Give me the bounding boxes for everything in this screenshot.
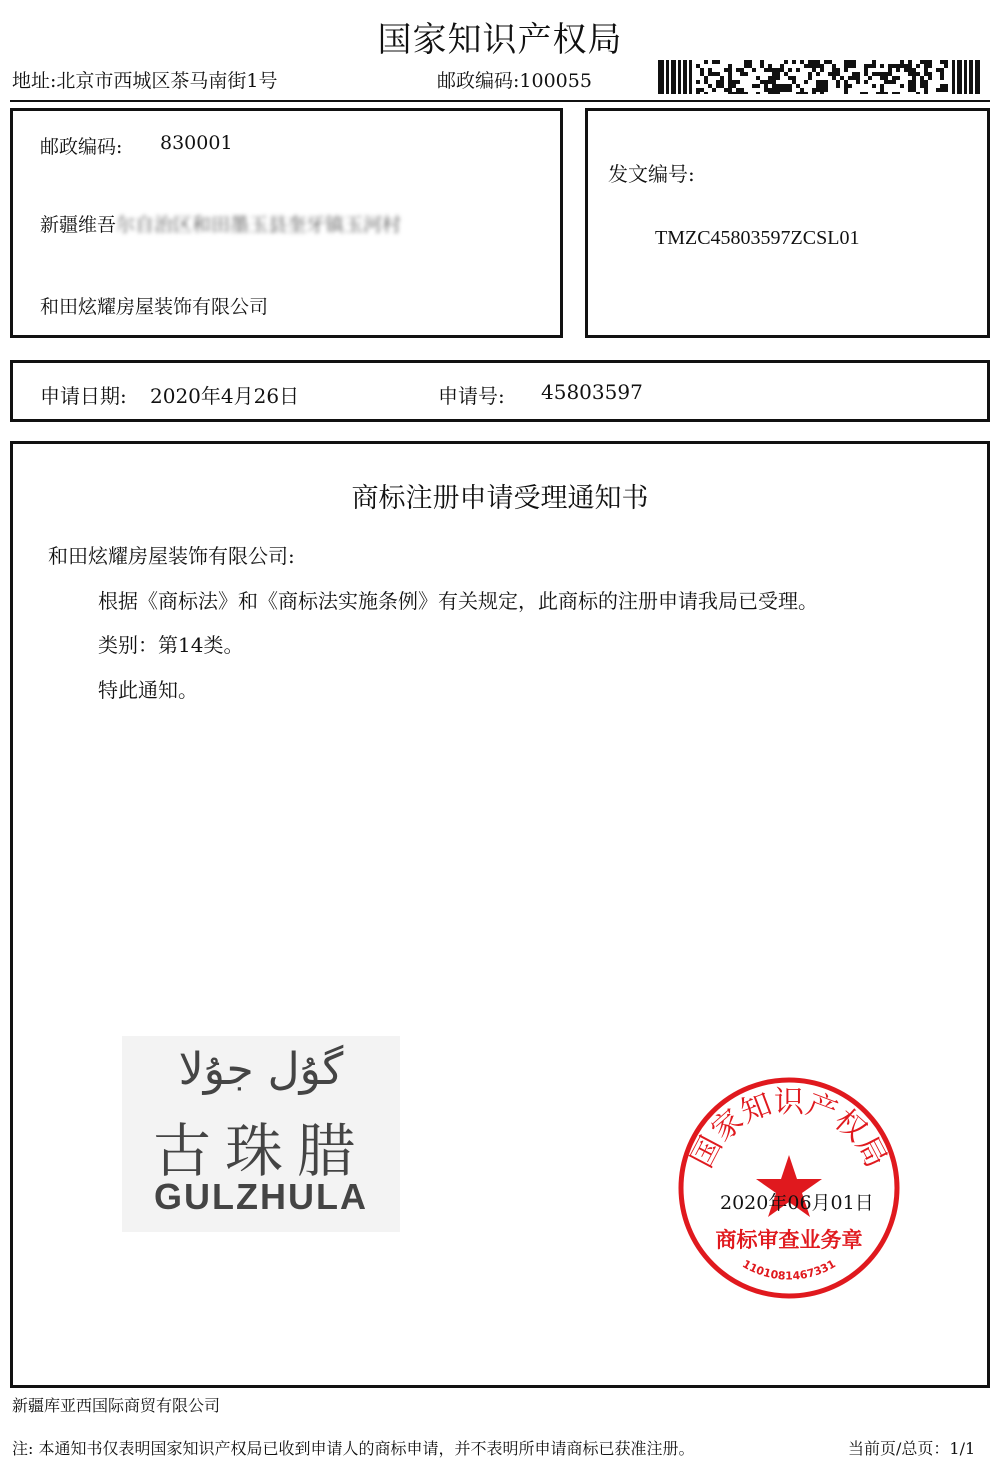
barcode-module [888,72,892,76]
barcode-module [704,60,708,64]
barcode-module [820,80,824,84]
barcode-module [728,92,732,94]
barcode-module [832,64,836,68]
barcode-module [756,92,760,94]
barcode-bar [969,60,973,94]
barcode-module [880,88,884,92]
barcode-module [832,76,836,80]
barcode-module [716,80,720,84]
barcode-module [892,64,896,68]
barcode-module [820,68,824,72]
barcode-module [736,80,740,84]
issue-date: 2020年06月01日 [720,1192,874,1214]
barcode-module [940,60,944,64]
barcode-module [700,68,704,72]
barcode-module [824,88,828,92]
barcode-module [744,92,748,94]
barcode-bar [957,60,962,94]
barcode-module [880,64,884,68]
barcode-module [772,80,776,84]
seal-bottom-text: 商标审查业务章 [715,1228,863,1252]
recipient-address [40,210,401,237]
barcode-module [864,68,868,72]
barcode-module [920,84,924,88]
barcode-module [760,60,764,64]
barcode-module [940,72,944,76]
barcode-module [788,68,792,72]
barcode-module [880,84,884,88]
barcode-bar [671,60,676,94]
barcode-module [820,64,824,68]
barcode-module [860,92,864,94]
barcode-module [768,68,772,72]
barcode-module [884,92,888,94]
barcode-module [944,88,948,92]
barcode-module [940,84,944,88]
barcode-module [832,68,836,72]
barcode-module [792,80,796,84]
barcode-module [880,76,884,80]
barcode-module [716,60,720,64]
barcode-module [928,72,932,76]
barcode-module [696,92,700,94]
barcode-module [768,64,772,68]
barcode-module [720,76,724,80]
barcode-module [876,72,880,76]
barcode-module [756,84,760,88]
trademark-logo [122,1036,400,1232]
barcode-module [864,64,868,68]
barcode-module [792,60,796,64]
barcode-module [700,72,704,76]
barcode-module [704,80,708,84]
barcode-module [916,64,920,68]
barcode-module [908,84,912,88]
barcode-module [888,68,892,72]
barcode-module [728,64,732,68]
barcode-module [848,84,852,88]
barcode [658,60,980,94]
barcode-module [924,88,928,92]
barcode-module [772,76,776,80]
barcode-module [892,76,896,80]
barcode-module [752,84,756,88]
barcode-module [820,88,824,92]
barcode-module [808,60,812,64]
barcode-module [912,84,916,88]
barcode-module [768,88,772,92]
barcode-module [776,68,780,72]
barcode-module [944,84,948,88]
barcode-module [844,92,848,94]
barcode-module [824,84,828,88]
notice-addressee: 和田炫耀房屋装饰有限公司: [48,544,295,568]
barcode-module [800,60,804,64]
barcode-module [844,84,848,88]
barcode-module [864,92,868,94]
barcode-module [736,88,740,92]
barcode-bar [678,60,681,94]
barcode-module [712,72,716,76]
barcode-module [884,80,888,84]
barcode-module [712,60,716,64]
barcode-module [808,76,812,80]
barcode-module [852,72,856,76]
barcode-module [868,64,872,68]
header-divider [10,100,990,102]
barcode-module [800,92,804,94]
application-date-label: 申请日期: [40,384,127,408]
dispatch-label: 发文编号: [608,162,695,186]
barcode-module [828,60,832,64]
recipient-address-redacted: 尔自治区和田墨玉县奎牙镇玉河村 [116,214,402,236]
barcode-module [716,72,720,76]
dispatch-number: TMZC45803597ZCSL01 [655,227,860,249]
trademark-uyghur: گۇل جۇلا [178,1044,344,1095]
barcode-module [884,72,888,76]
barcode-module [844,60,848,64]
barcode-module [764,88,768,92]
barcode-module [840,76,844,80]
barcode-module [708,68,712,72]
barcode-module [940,68,944,72]
barcode-module [732,84,736,88]
barcode-module [808,72,812,76]
barcode-module [748,60,752,64]
barcode-module [924,64,928,68]
barcode-module [944,60,948,64]
barcode-module [912,88,916,92]
notice-title: 商标注册申请受理通知书 [351,483,649,514]
application-number-value: 45803597 [541,380,643,404]
barcode-module [780,68,784,72]
barcode-module [804,64,808,68]
recipient-postcode-value: 830001 [160,132,233,154]
barcode-module [784,60,788,64]
barcode-module [812,92,816,94]
barcode-module [784,88,788,92]
barcode-module [864,72,868,76]
barcode-module [736,68,740,72]
recipient-postcode-label: 邮政编码: [40,136,123,158]
footer-page: 当前页/总页：1/1 [848,1439,976,1458]
barcode-module [896,64,900,68]
barcode-module [740,68,744,72]
recipient-address-visible: 新疆维吾 [40,214,117,236]
barcode-module [924,84,928,88]
barcode-bar [658,60,664,94]
barcode-module [912,76,916,80]
barcode-module [916,72,920,76]
barcode-module [856,76,860,80]
barcode-module [824,80,828,84]
barcode-module [824,60,828,64]
barcode-module [908,64,912,68]
barcode-module [772,68,776,72]
barcode-module [844,68,848,72]
barcode-module [816,72,820,76]
barcode-module [908,60,912,64]
barcode-module [704,92,708,94]
barcode-module [728,84,732,88]
barcode-module [920,76,924,80]
barcode-module [848,60,852,64]
barcode-bar [952,60,955,94]
barcode-module [944,64,948,68]
barcode-module [816,84,820,88]
barcode-module [728,80,732,84]
office-title: 国家知识产权局 [377,20,623,60]
barcode-module [880,72,884,76]
barcode-module [724,88,728,92]
notice-line-3: 特此通知。 [98,678,198,702]
barcode-module [744,72,748,76]
barcode-module [836,72,840,76]
barcode-module [728,72,732,76]
barcode-module [776,92,780,94]
barcode-module [896,92,900,94]
application-date-value: 2020年4月26日 [150,384,300,408]
barcode-module [712,88,716,92]
barcode-module [728,68,732,72]
barcode-module [784,84,788,88]
barcode-module [752,68,756,72]
trademark-chinese: 古珠腊 [152,1117,369,1185]
barcode-module [696,80,700,84]
barcode-module [892,80,896,84]
office-address: 地址:北京市西城区茶马南街1号 [12,70,278,92]
barcode-bar [964,60,967,94]
barcode-module [816,80,820,84]
barcode-module [820,84,824,88]
barcode-module [876,92,880,94]
barcode-module [768,80,772,84]
barcode-module [792,76,796,80]
barcode-module [740,92,744,94]
barcode-module [872,60,876,64]
barcode-module [764,84,768,88]
barcode-module [848,64,852,68]
barcode-module [728,76,732,80]
barcode-module [852,60,856,64]
seal-top-text: 国家知识产权局 [684,1085,894,1174]
barcode-module [772,84,776,88]
trademark-latin: GULZHULA [154,1176,368,1217]
barcode-module [844,80,848,84]
barcode-module [912,68,916,72]
barcode-module [768,92,772,94]
barcode-module [816,64,820,68]
barcode-module [768,76,772,80]
barcode-module [808,64,812,68]
recipient-company: 和田炫耀房屋装饰有限公司 [40,296,269,318]
barcode-module [804,80,808,84]
barcode-module [708,84,712,88]
barcode-module [940,88,944,92]
barcode-module [836,80,840,84]
barcode-module [816,88,820,92]
barcode-module [720,80,724,84]
barcode-module [904,64,908,68]
barcode-bar [666,60,669,94]
barcode-module [756,76,760,80]
barcode-module [844,64,848,68]
barcode-module [872,72,876,76]
barcode-module [908,72,912,76]
barcode-module [908,88,912,92]
barcode-module [836,68,840,72]
barcode-module [928,64,932,68]
barcode-module [780,64,784,68]
barcode-module [900,64,904,68]
barcode-module [716,84,720,88]
barcode-module [820,92,824,94]
barcode-module [776,72,780,76]
barcode-module [740,88,744,92]
barcode-module [884,76,888,80]
barcode-module [812,64,816,68]
barcode-module [856,80,860,84]
barcode-module [880,92,884,94]
barcode-module [848,76,852,80]
barcode-module [908,80,912,84]
barcode-module [784,72,788,76]
barcode-module [760,80,764,84]
barcode-module [780,84,784,88]
barcode-module [924,60,928,64]
barcode-module [872,64,876,68]
barcode-module [924,68,928,72]
barcode-module [772,88,776,92]
barcode-bar [975,60,980,94]
barcode-module [924,80,928,84]
barcode-module [740,72,744,76]
barcode-module [868,76,872,80]
barcode-module [920,80,924,84]
notice-line-1: 根据《商标法》和《商标法实施条例》有关规定，此商标的注册申请我局已受理。 [98,589,818,613]
barcode-module [904,68,908,72]
barcode-module [844,88,848,92]
barcode-module [800,88,804,92]
barcode-module [888,80,892,84]
seal-code: 1101081467331 [740,1257,838,1283]
barcode-module [748,64,752,68]
barcode-module [788,84,792,88]
barcode-module [896,76,900,80]
barcode-module [796,68,800,72]
barcode-module [772,92,776,94]
barcode-module [764,68,768,72]
barcode-module [920,60,924,64]
barcode-module [888,64,892,68]
barcode-module [720,84,724,88]
application-number-label: 申请号: [438,384,505,408]
barcode-module [696,64,700,68]
barcode-module [908,68,912,72]
barcode-module [836,84,840,88]
barcode-module [812,88,816,92]
barcode-module [760,64,764,68]
barcode-module [780,88,784,92]
barcode-module [788,76,792,80]
barcode-bar [683,60,687,94]
barcode-module [776,76,780,80]
barcode-module [776,88,780,92]
barcode-module [852,76,856,80]
barcode-module [928,76,932,80]
barcode-module [696,88,700,92]
dispatch-box [585,108,990,338]
barcode-module [732,80,736,84]
barcode-module [708,72,712,76]
office-postcode: 邮政编码:100055 [437,70,592,92]
barcode-module [896,68,900,72]
barcode-module [728,88,732,92]
barcode-module [832,72,836,76]
barcode-module [772,72,776,76]
barcode-module [736,92,740,94]
barcode-module [744,60,748,64]
barcode-module [872,84,876,88]
barcode-module [940,76,944,80]
barcode-module [816,60,820,64]
barcode-module [936,88,940,92]
barcode-module [704,76,708,80]
barcode-module [828,72,832,76]
barcode-module [900,60,904,64]
barcode-module [776,84,780,88]
barcode-module [788,88,792,92]
barcode-module [892,92,896,94]
barcode-module [724,68,728,72]
notice-line-2: 类别：第14类。 [98,633,244,657]
barcode-module [732,92,736,94]
barcode-module [924,92,928,94]
barcode-module [924,72,928,76]
barcode-module [796,92,800,94]
barcode-module [764,80,768,84]
barcode-module [864,80,868,84]
barcode-module [900,84,904,88]
barcode-bar [689,60,692,94]
barcode-module [852,64,856,68]
barcode-module [812,68,816,72]
barcode-module [912,80,916,84]
barcode-module [916,92,920,94]
barcode-module [928,60,932,64]
barcode-module [812,60,816,64]
footer-note: 注: 本通知书仅表明国家知识产权局已收到申请人的商标申请，并不表明所申请商标已获准注册。 [12,1439,695,1458]
barcode-module [936,68,940,72]
barcode-module [796,84,800,88]
barcode-module [912,72,916,76]
barcode-module [700,88,704,92]
barcode-module [856,72,860,76]
barcode-module [804,92,808,94]
barcode-module [744,64,748,68]
footer-agent: 新疆库亚西国际商贸有限公司 [12,1396,221,1415]
